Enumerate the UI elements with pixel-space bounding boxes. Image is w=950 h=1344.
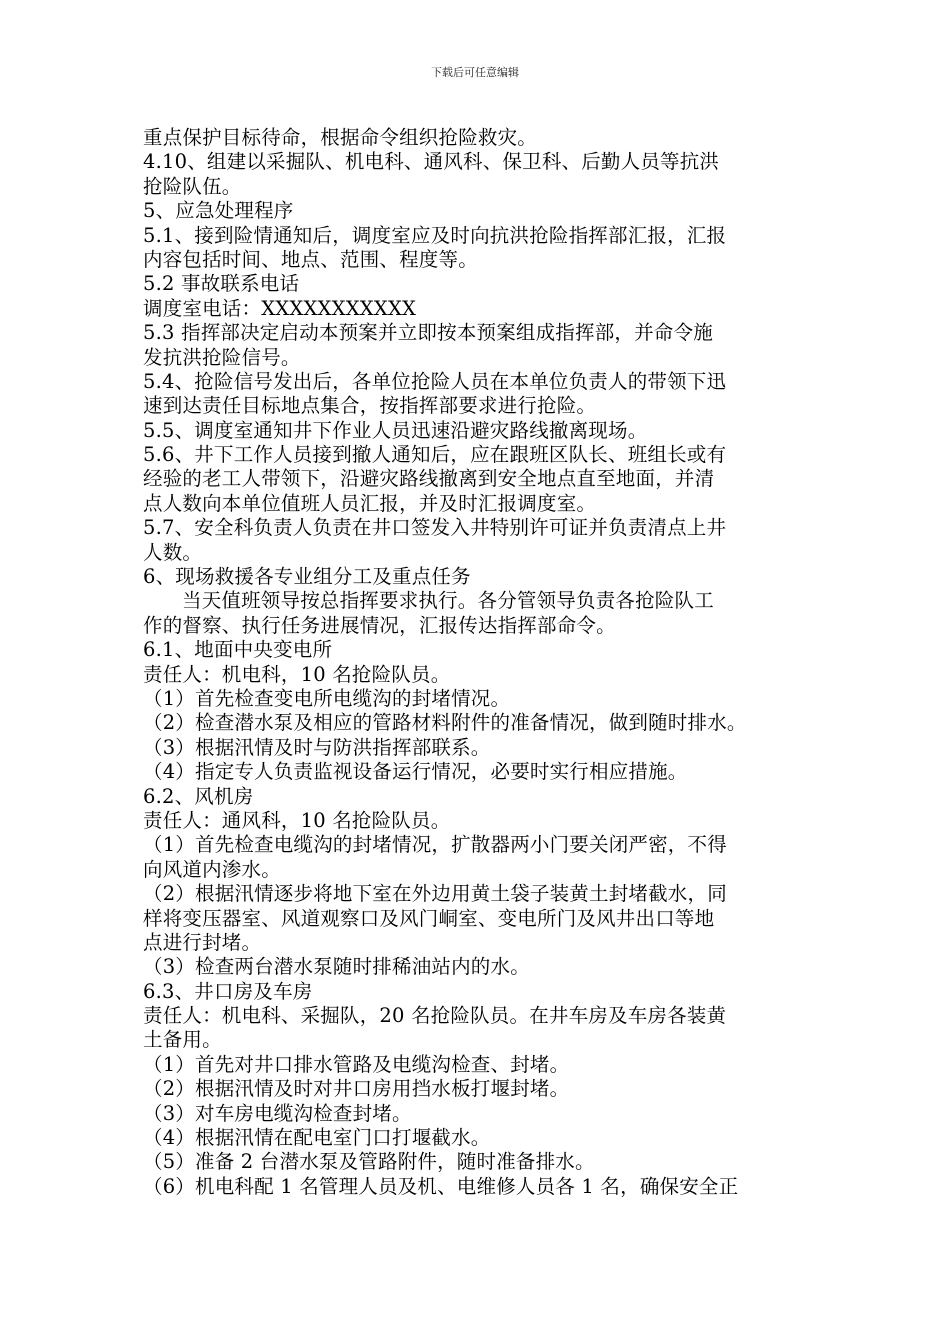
list-item: （3）对车房电缆沟检查封堵。 (143, 1101, 412, 1125)
subsection-heading: 6.3、井口房及车房 (143, 979, 313, 1003)
list-item: （3）检查两台潜水泵随时排稀油站内的水。 (143, 955, 530, 979)
section-heading: 5、应急处理程序 (143, 199, 294, 223)
text-line: 责任人：通风科，10 名抢险队员。 (143, 808, 451, 832)
text-line: 5.7、安全科负责人负责在井口签发入井特别许可证并负责清点上井 (143, 516, 727, 540)
text-line: 责任人：机电科、采掘队，20 名抢险队员。在井车房及车房各装黄 (143, 1004, 727, 1028)
text-line: 速到达责任目标地点集合，按指挥部要求进行抢险。 (143, 394, 597, 418)
text-line: 内容包括时间、地点、范围、程度等。 (143, 247, 478, 271)
text-line: 5.5、调度室通知井下作业人员迅速沿避灾路线撤离现场。 (143, 418, 648, 442)
text-line: 抢险队伍。 (143, 174, 242, 198)
text-line: 经验的老工人带领下，沿避灾路线撤离到安全地点直至地面，并清 (143, 467, 715, 491)
text-line: 作的督察、执行任务进展情况，汇报传达指挥部命令。 (143, 613, 616, 637)
list-item: （5）准备 2 台潜水泵及管路附件，随时准备排水。 (143, 1150, 595, 1174)
text-line: 向风道内渗水。 (143, 857, 281, 881)
text-line: 5.3 指挥部决定启动本预案并立即按本预案组成指挥部，并命令施 (143, 321, 713, 345)
list-item: （2）根据汛情逐步将地下室在外边用黄土袋子装黄土封堵截水，同 (143, 882, 727, 906)
text-line: 点人数向本单位值班人员汇报，并及时汇报调度室。 (143, 491, 597, 515)
text-line: 5.6、井下工作人员接到撤人通知后，应在跟班区队长、班组长或有 (143, 443, 727, 467)
list-item: （2）检查潜水泵及相应的管路材料附件的准备情况，做到随时排水。 (143, 711, 747, 735)
text-line: 点进行封堵。 (143, 930, 262, 954)
text-line: 当天值班领导按总指挥要求执行。各分管领导负责各抢险队工 (182, 589, 714, 613)
text-line: 4.10、组建以采掘队、机电科、通风科、保卫科、后勤人员等抗洪 (143, 150, 720, 174)
list-item: （1）首先检查电缆沟的封堵情况，扩散器两小门要关闭严密，不得 (143, 833, 727, 857)
list-item: （4）指定专人负责监视设备运行情况，必要时实行相应措施。 (143, 760, 688, 784)
list-item: （1）首先对井口排水管路及电缆沟检查、封堵。 (143, 1052, 570, 1076)
text-line: 5.2 事故联系电话 (143, 272, 300, 296)
text-line: 5.4、抢险信号发出后，各单位抢险人员在本单位负责人的带领下迅 (143, 369, 727, 393)
text-line: 样将变压器室、风道观察口及风门峒室、变电所门及风井出口等地 (143, 906, 715, 930)
list-item: （2）根据汛情及时对井口房用挡水板打堰封堵。 (143, 1077, 570, 1101)
list-item: （1）首先检查变电所电缆沟的封堵情况。 (143, 686, 511, 710)
text-line: 人数。 (143, 540, 203, 564)
page-header: 下载后可任意编辑 (431, 66, 519, 79)
text-line: 责任人：机电科，10 名抢险队员。 (143, 662, 451, 686)
section-heading: 6、现场救援各专业组分工及重点任务 (143, 565, 471, 589)
list-item: （6）机电科配 1 名管理人员及机、电维修人员各 1 名，确保安全正 (143, 1174, 739, 1198)
subsection-heading: 6.1、地面中央变电所 (143, 638, 333, 662)
text-line: 发抗洪抢险信号。 (143, 345, 301, 369)
subsection-heading: 6.2、风机房 (143, 784, 254, 808)
text-line: 重点保护目标待命，根据命令组织抢险救灾。 (143, 126, 538, 149)
list-item: （3）根据汛情及时与防洪指挥部联系。 (143, 735, 491, 759)
document-body (143, 126, 815, 1199)
text-line: 土备用。 (143, 1028, 222, 1052)
list-item: （4）根据汛情在配电室门口打堰截水。 (143, 1126, 491, 1150)
text-line: 5.1、接到险情通知后，调度室应及时向抗洪抢险指挥部汇报，汇报 (143, 223, 727, 247)
phone-line: 调度室电话：XXXXXXXXXXX (143, 296, 417, 320)
